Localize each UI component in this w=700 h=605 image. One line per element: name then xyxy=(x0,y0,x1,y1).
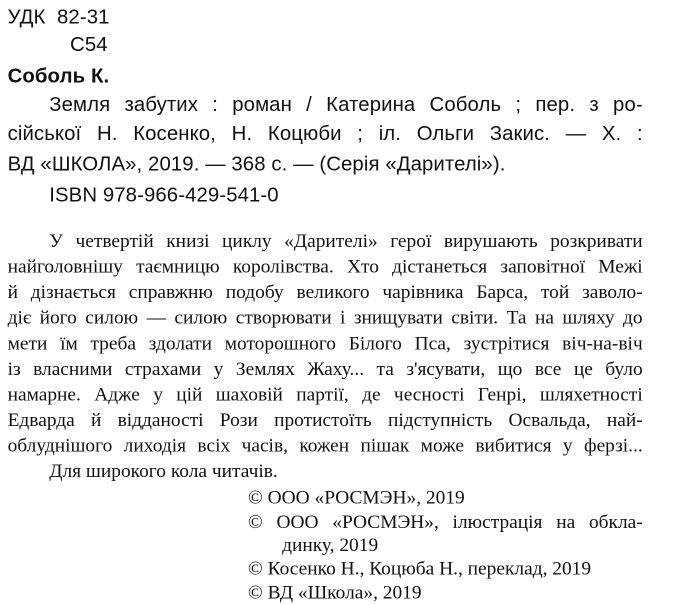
annotation-line xyxy=(8,257,643,276)
word: на xyxy=(534,307,554,329)
word: — xyxy=(146,307,166,329)
word: часів, xyxy=(241,435,288,457)
word: Генрі, xyxy=(477,384,527,406)
word: : xyxy=(636,122,643,145)
word: де xyxy=(362,384,381,406)
word: — xyxy=(565,122,587,145)
word: герої xyxy=(390,230,432,252)
annotation-line xyxy=(8,283,643,302)
word: пішак xyxy=(360,435,410,457)
word: чесності xyxy=(393,384,465,406)
word: «РОСМЭН», xyxy=(332,512,439,533)
word: великого xyxy=(296,282,370,303)
word: справжню xyxy=(128,282,213,303)
word: роман xyxy=(232,92,292,116)
bibliographic-line: ВД «ШКОЛА», 2019. — 368 с. — (Серія «Дарителі»). xyxy=(7,152,506,176)
word: Х. xyxy=(601,122,622,145)
word: подобу xyxy=(225,282,284,303)
word: заволо- xyxy=(582,282,643,303)
word: Білого xyxy=(348,333,402,355)
word: обкла- xyxy=(588,512,643,533)
copyright-line: динку, 2019 xyxy=(282,534,379,556)
word: все xyxy=(534,358,562,380)
word: сійської xyxy=(7,122,82,145)
word: Закис. xyxy=(489,122,551,145)
word: силою xyxy=(85,307,139,329)
annotation-line xyxy=(8,436,643,455)
word: ; xyxy=(515,92,522,116)
word: і xyxy=(340,307,346,329)
word: протистоїть xyxy=(274,409,372,431)
word: У xyxy=(49,230,63,252)
word: ілюстрація xyxy=(452,512,543,533)
word: це xyxy=(573,358,593,380)
word: найголовнішу xyxy=(7,256,123,278)
word: облуднішого xyxy=(7,435,113,457)
word: Хто xyxy=(346,256,379,278)
word: Земля xyxy=(49,92,111,116)
annotation-line xyxy=(8,385,643,404)
author-heading: Соболь К. xyxy=(7,64,110,88)
word: із xyxy=(7,358,21,380)
word: Землях xyxy=(235,358,295,380)
udk-code: УДК 82-31 xyxy=(7,5,110,29)
word: віч-на-віч xyxy=(562,333,643,355)
word: що xyxy=(497,358,523,380)
word: у xyxy=(213,358,224,380)
word: всіх xyxy=(197,435,231,457)
word: страхами xyxy=(124,358,202,380)
copyright-line xyxy=(248,513,643,532)
word: треба xyxy=(90,333,136,355)
word: заповітної xyxy=(500,256,586,278)
word: відданості xyxy=(117,409,204,431)
word: з'ясувати, xyxy=(406,358,486,380)
word: та xyxy=(376,358,394,380)
word: розкривати xyxy=(550,230,643,252)
word: Едварда xyxy=(7,409,75,431)
word: книзі xyxy=(166,230,210,252)
word: Рози xyxy=(219,409,258,431)
word: пер. xyxy=(535,92,576,116)
copyright-line: © Косенко Н., Коцюба Н., переклад, 2019 xyxy=(248,558,592,580)
annotation-line xyxy=(8,334,643,353)
word: королівства. xyxy=(232,256,334,278)
word: кожен xyxy=(299,435,350,457)
bibliographic-line xyxy=(49,92,643,116)
word: у xyxy=(153,384,163,406)
word: Н. xyxy=(231,122,253,145)
word: «Дарителі» xyxy=(284,230,378,252)
word: дізнається xyxy=(30,282,116,303)
word: зустрітися xyxy=(463,333,550,355)
word: силою xyxy=(174,307,228,329)
word: шаховій xyxy=(215,384,283,406)
word: Межі xyxy=(598,256,643,278)
word: най- xyxy=(606,409,643,431)
annotation-line xyxy=(8,360,643,379)
word: вирушають xyxy=(443,230,538,252)
word: © xyxy=(248,512,263,533)
word: на xyxy=(556,512,576,533)
author-code: С54 xyxy=(70,33,108,56)
word: шляху xyxy=(562,307,615,329)
word: знищувати xyxy=(353,307,443,329)
annotation-line xyxy=(49,232,643,251)
word: вибитися xyxy=(475,435,552,457)
word: Ольги xyxy=(416,122,475,145)
word: Жаху... xyxy=(307,358,365,380)
word: : xyxy=(212,92,219,116)
word: забутих xyxy=(124,92,199,116)
word: власними xyxy=(33,358,113,380)
word: партії, xyxy=(296,384,349,406)
word: мети xyxy=(7,333,48,355)
word: цій xyxy=(176,384,203,406)
word: той xyxy=(540,282,570,303)
word: лиходія xyxy=(123,435,187,457)
word: до xyxy=(623,307,643,329)
word: Пса, xyxy=(414,333,451,355)
word: ро- xyxy=(613,92,643,116)
word: четвертій xyxy=(75,230,154,252)
copyright-line: © ВД «Школа», 2019 xyxy=(248,582,422,603)
word: Барса, xyxy=(476,282,529,303)
word: ; xyxy=(357,122,364,145)
word: створювати xyxy=(235,307,332,329)
annotation-line xyxy=(8,411,643,430)
bibliographic-line xyxy=(8,124,643,144)
word: Катерина xyxy=(326,92,416,116)
word: ферзі... xyxy=(583,435,643,457)
word: моторошного xyxy=(224,333,337,355)
word: підступність xyxy=(387,409,493,431)
isbn: ISBN 978-966-429-541-0 xyxy=(49,183,279,207)
word: його xyxy=(39,307,77,329)
word: Н. xyxy=(96,122,118,145)
word: Соболь xyxy=(429,92,502,116)
word: Та xyxy=(506,307,527,329)
word: Освальда, xyxy=(508,409,591,431)
word: Коцюби xyxy=(267,122,342,145)
word: й xyxy=(90,409,102,431)
copyright-line: © ООО «РОСМЭН», 2019 xyxy=(248,487,465,509)
word: їм xyxy=(60,333,78,355)
word: світи. xyxy=(451,307,499,329)
word: таємницю xyxy=(136,256,220,278)
word: у xyxy=(562,435,573,457)
word: Косенко, xyxy=(133,122,216,145)
word: чарівника xyxy=(382,282,464,303)
word: діє xyxy=(7,307,32,329)
annotation-line xyxy=(8,309,643,328)
word: шляхетності xyxy=(539,384,643,406)
word: з xyxy=(589,92,599,116)
word: може xyxy=(420,435,464,457)
word: / xyxy=(306,92,312,116)
audience-note: Для широкого кола читачів. xyxy=(49,461,278,482)
word: намарне. xyxy=(7,384,81,406)
word: іл. xyxy=(378,122,402,145)
word: дістанеться xyxy=(392,256,488,278)
word: циклу xyxy=(222,230,272,252)
word: було xyxy=(605,358,643,380)
word: й xyxy=(7,282,18,303)
word: ООО xyxy=(276,512,319,533)
word: здолати xyxy=(148,333,213,355)
word: Адже xyxy=(94,384,140,406)
